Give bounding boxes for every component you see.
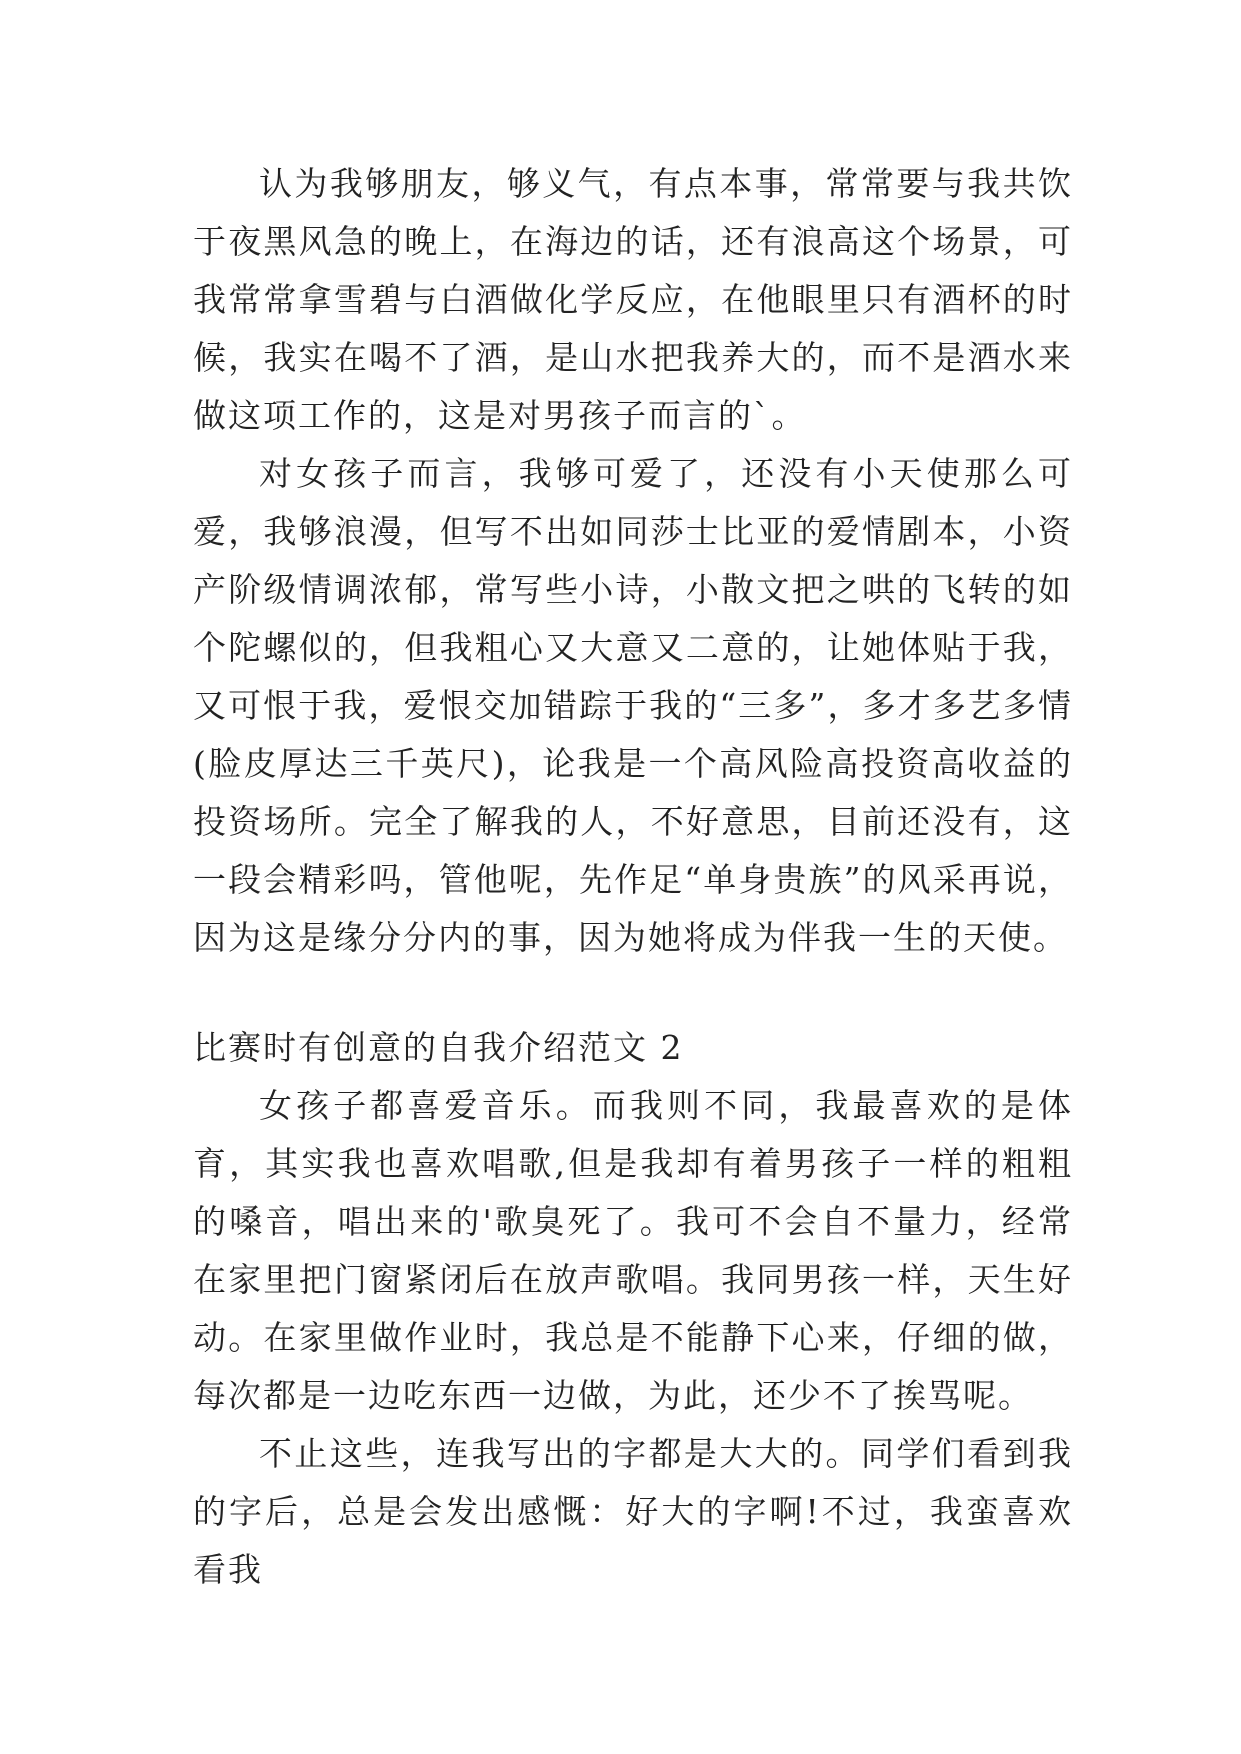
document-body bbox=[193, 155, 1073, 1599]
paragraph-girls: 对女孩子而言，我够可爱了，还没有小天使那么可爱，我够浪漫，但写不出如同莎士比亚的爱情剧本，小资产阶级情调浓郁，常写些小诗，小散文把之哄的飞转的如个陀螺似的，但我粗心又大意又二意的，让她体贴于我，又可恨于我，爱恨交加错踪于我的“三多”，多才多艺多情(脸皮厚达三千英尺)，论我是一个高风险高投资高收益的投资场所。完全了解我的人，不好意思，目前还没有，这一段会精彩吗，管他呢，先作足“单身贵族”的风采再说，因为这是缘分分内的事，因为她将成为伴我一生的天使。 bbox=[193, 454, 1073, 957]
paragraph-handwriting: 不止这些，连我写出的字都是大大的。同学们看到我的字后，总是会发出感慨：好大的字啊!不过，我蛮喜欢看我 bbox=[193, 1434, 1073, 1589]
paragraph-music-sports: 女孩子都喜爱音乐。而我则不同，我最喜欢的是体育，其实我也喜欢唱歌,但是我却有着男孩子一样的粗粗的嗓音，唱出来的'歌臭死了。我可不会自不量力，经常在家里把门窗紧闭后在放声歌唱。我同男孩一样，天生好动。在家里做作业时，我总是不能静下心来，仔细的做，每次都是一边吃东西一边做，为此，还少不了挨骂呢。 bbox=[193, 1086, 1073, 1415]
section-heading: 比赛时有创意的自我介绍范文 2 bbox=[193, 1028, 684, 1067]
paragraph-friends: 认为我够朋友，够义气，有点本事，常常要与我共饮于夜黑风急的晚上，在海边的话，还有浪高这个场景，可我常常拿雪碧与白酒做化学反应，在他眼里只有酒杯的时候，我实在喝不了酒，是山水把我养大的，而不是酒水来做这项工作的，这是对男孩子而言的`。 bbox=[193, 164, 1073, 435]
